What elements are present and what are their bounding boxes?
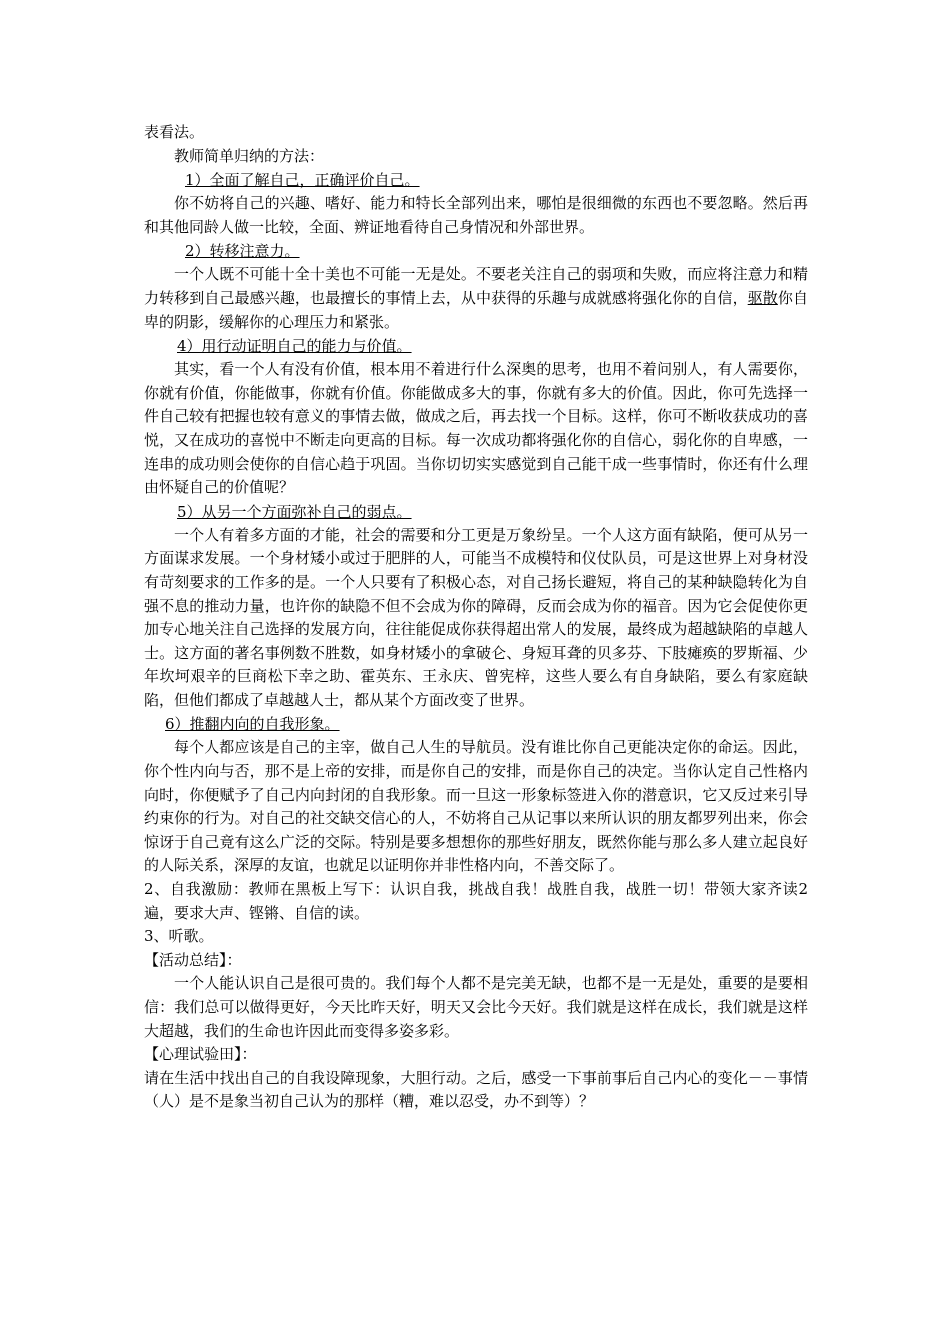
activity-summary-title: 【活动总结】：	[144, 950, 242, 969]
psych-test-body: 请在生活中找出自己的自我设障现象，大胆行动。之后，感受一下事前事后自己内心的变化－－事情（人）是不是象当初自己认为的那样（糟，难以忍受，办不到等）？	[144, 1068, 808, 1111]
method-5-title: 5）从另一个方面弥补自己的弱点。	[177, 502, 412, 521]
intro-tail: 表看法。	[144, 123, 205, 141]
step-3-listen-song: 3、听歌。	[144, 927, 214, 946]
method-5-body: 一个人有着多方面的才能，社会的需要和分工更是万象纷呈。一个人这方面有缺陷，便可从另一方面谋求发展。一个身材矮小或过于肥胖的人，可能当不成模特和仪仗队员，可是这世界上对身材没有苛刻要求的工作多的是。一个人只要有了积极心态，对自己扬长避短，将自己的某种缺隐转化为自强不息的推动力量，也许你的缺隐不但不会成为你的障碍，反而会成为你的福音。因为它会促使你更加专心地关注自己选择的发展方向，往往能促成你获得超出常人的发展，最终成为超越缺陷的卓越人士。这方面的著名事例数不胜数，如身材矮小的拿破仑、身短耳聋的贝多芬、下肢瘫痪的罗斯福、少年坎坷艰辛的巨商松下幸之助、霍英东、王永庆、曾宪梓，这些人要么有自身缺陷，要么有家庭缺陷，但他们都成了卓越越人士，都从某个方面改变了世界。	[144, 525, 808, 709]
document-body	[144, 121, 808, 1114]
method-6-title: 6）推翻内向的自我形象。	[165, 715, 340, 734]
activity-summary-body: 一个人能认识自己是很可贵的。我们每个人都不是完美无缺，也都不是一无是处，重要的是要相信：我们总可以做得更好，今天比昨天好，明天又会比今天好。我们就是这样在成长，我们就是这样大超越，我们的生命也许因此而变得多姿多彩。	[144, 974, 808, 1040]
underlined-word: 驱散	[747, 288, 778, 307]
method-2-title: 2）转移注意力。	[185, 242, 300, 261]
method-1-body: 你不妨将自己的兴趣、嗜好、能力和特长全部列出来，哪怕是很细微的东西也不要忽略。然后再和其他同龄人做一比较，全面、辨证地看待自己身情况和外部世界。	[144, 194, 808, 236]
method-4-title: 4）用行动证明自己的能力与价值。	[177, 337, 412, 356]
method-2-body: 一个人既不可能十全十美也不可能一无是处。不要老关注自己的弱项和失败，而应将注意力和精力转移到自己最感兴趣，也最擅长的事情上去，从中获得的乐趣与成就感将强化你的自信，驱散你自卑的阴影，缓解你的心理压力和紧张。	[144, 265, 808, 331]
step-2-self-motivation: 2、自我激励：教师在黑板上写下：认识自我，挑战自我！战胜自我，战胜一切！带领大家齐读2遍，要求大声、铿锵、自信的读。	[144, 880, 808, 922]
method-4-body: 其实，看一个人有没有价值，根本用不着进行什么深奥的思考，也用不着问别人，有人需要你，你就有价值，你能做事，你就有价值。你能做成多大的事，你就有多大的价值。因此，你可先选择一件自己较有把握也较有意义的事情去做，做成之后，再去找一个目标。这样，你可不断收获成功的喜悦，又在成功的喜悦中不断走向更高的目标。每一次成功都将强化你的自信心，弱化你的自卑感，一连串的成功则会使你的自信心趋于巩固。当你切切实实感觉到自己能干成一些事情时，你还有什么理由怀疑自己的价值呢？	[144, 360, 808, 497]
psych-test-title: 【心理试验田】：	[144, 1045, 257, 1064]
method-6-body: 每个人都应该是自己的主宰，做自己人生的导航员。没有谁比你自己更能决定你的命运。因此，你个性内向与否，那不是上帝的安排，而是你自己的安排，而是你自己的决定。当你认定自己性格内向时，你便赋予了自己内向封闭的自我形象。而一旦这一形象标签进入你的潜意识，它又反过来引导约束你的行为。对自己的社交缺交信心的人，不妨将自己从记事以来所认识的朋友都罗列出来，你会惊讶于自己竟有这么广泛的交际。特别是要多想想你的那些好朋友，既然你能与那么多人建立起良好的人际关系，深厚的友谊，也就足以证明你并非性格内向，不善交际了。	[144, 738, 808, 875]
method-1-title: 1）全面了解自己，正确评价自己。	[185, 171, 420, 190]
teacher-summary: 教师简单归纳的方法：	[174, 146, 325, 165]
